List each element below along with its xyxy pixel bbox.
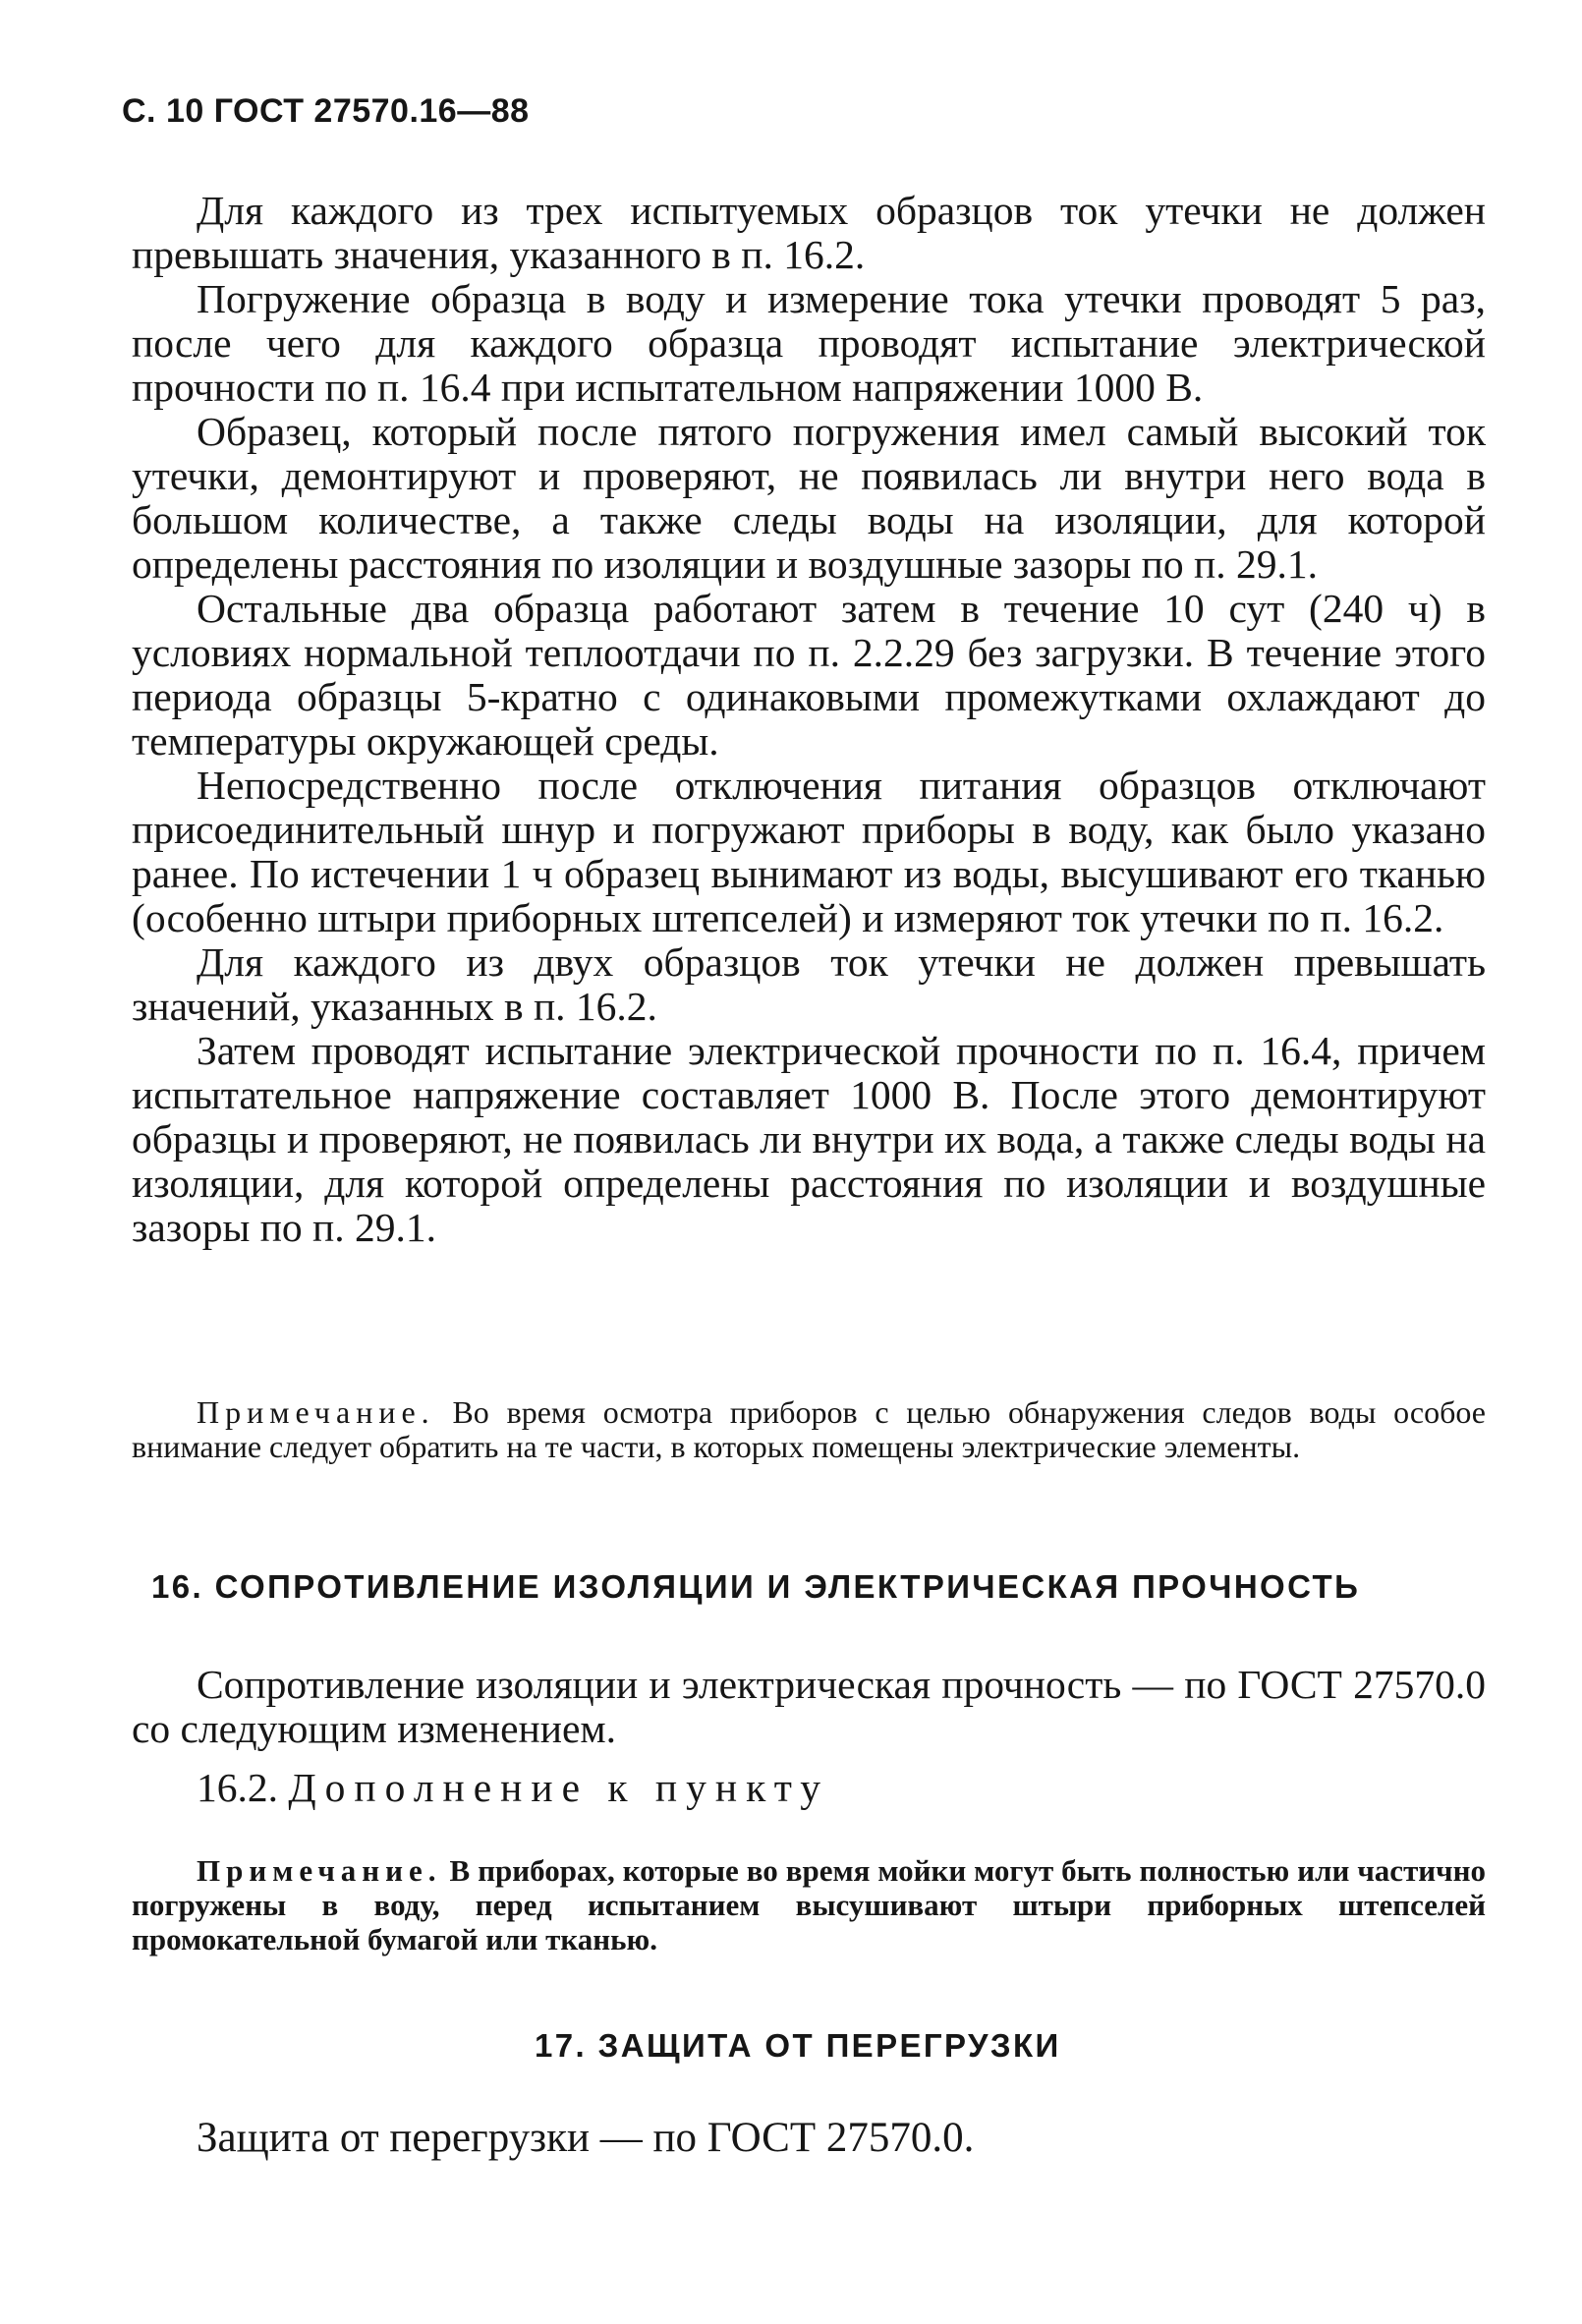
page-header: С. 10 ГОСТ 27570.16—88: [122, 92, 530, 130]
subclause-number: 16.2.: [197, 1765, 278, 1810]
paragraph: Погружение образца в воду и измерение тока утечки проводят 5 раз, после чего для каждого образца проводят испытание электрической прочности по п. 16.4 при испытательном напряжении 1000 В.: [132, 276, 1486, 410]
note-text: В приборах, которые во время мойки могут быть полностью или частично погружены в воду, перед испытанием высушивают штыри приборных штепселей промокательной бумагой или тканью.: [132, 1853, 1486, 1956]
paragraph: Затем проводят испытание электрической прочности по п. 16.4, причем испытательное напряжение составляет 1000 В. После этого демонтируют образцы и проверяют, не появилась ли внутри их вода, а также следы воды на изоляции, для которой определены расстояния по изоляции и воздушные зазоры по п. 29.1.: [132, 1028, 1486, 1250]
paragraph: Для каждого из двух образцов ток утечки не должен превышать значений, указанных в п. 16.2.: [132, 939, 1486, 1029]
section-17-text: Защита от перегрузки — по ГОСТ 27570.0.: [197, 2115, 975, 2161]
paragraph: Для каждого из трех испытуемых образцов ток утечки не должен превышать значения, указанного в п. 16.2.: [132, 188, 1486, 277]
body-text: [132, 189, 1486, 1250]
note-label: Примечание.: [197, 1394, 435, 1430]
paragraph: Непосредственно после отключения питания образцов отключают присоединительный шнур и погружают приборы в воду, как было указано ранее. По истечении 1 ч образец вынимают из воды, высушивают его тканью (особенно штыри приборных штепселей) и измеряют ток утечки по п. 16.2.: [132, 763, 1486, 940]
note-block-16: [132, 1853, 1486, 1956]
subclause-16-2: [197, 1766, 829, 1810]
note-text: Во время осмотра приборов с целью обнаружения следов воды особое внимание следует обратить на те части, в которых помещены электрические элементы.: [132, 1394, 1487, 1464]
subclause-label: Дополнение к пункту: [288, 1765, 830, 1810]
note-label: Примечание.: [197, 1853, 442, 1888]
section-16-title: 16. СОПРОТИВЛЕНИЕ ИЗОЛЯЦИИ И ЭЛЕКТРИЧЕСКАЯ ПРОЧНОСТЬ: [151, 1568, 1361, 1605]
paragraph: Образец, который после пятого погружения имел самый высокий ток утечки, демонтируют и проверяют, не появилась ли внутри него вода в большом количестве, а также следы воды на изоляции, для которой определены расстояния по изоляции и воздушные зазоры по п. 29.1.: [132, 409, 1486, 587]
section-17-title: 17. ЗАЩИТА ОТ ПЕРЕГРУЗКИ: [535, 2027, 1061, 2064]
section-16-text: Сопротивление изоляции и электрическая прочность — по ГОСТ 27570.0 со следующим изменением.: [132, 1662, 1486, 1751]
paragraph: Остальные два образца работают затем в течение 10 сут (240 ч) в условиях нормальной теплоотдачи по п. 2.2.29 без загрузки. В течение этого периода образцы 5-кратно с одинаковыми промежутками охлаждают до температуры окружающей среды.: [132, 586, 1486, 764]
note-block: [132, 1395, 1486, 1464]
